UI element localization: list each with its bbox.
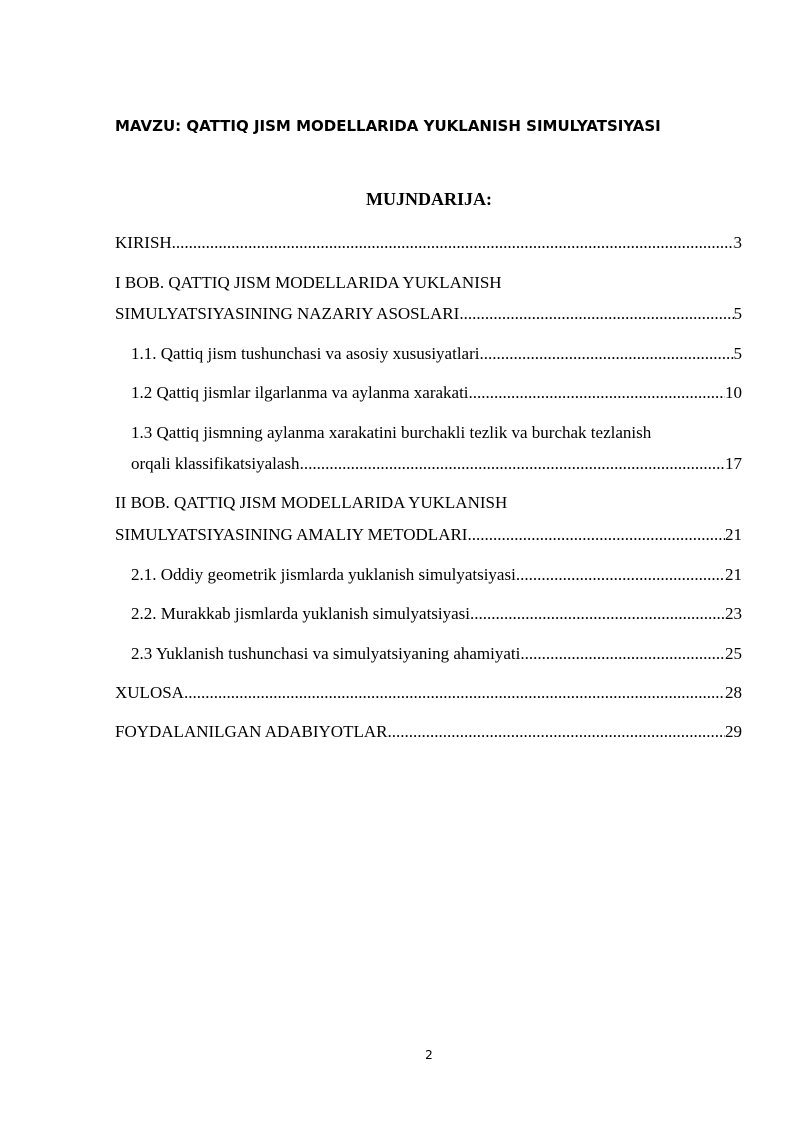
toc-entry-section-2-2[interactable] xyxy=(131,602,742,626)
toc-leader-dots xyxy=(470,602,725,626)
toc-entry-label: 2.2. Murakkab jismlarda yuklanish simulyatsiyasi xyxy=(131,604,471,623)
toc-entry-page: 17 xyxy=(725,454,742,473)
toc-entry-page: 21 xyxy=(725,565,742,584)
toc-leader-dots xyxy=(459,302,733,326)
toc-leader-dots xyxy=(520,642,725,666)
toc-entry-chapter2-line1[interactable]: II BOB. QATTIQ JISM MODELLARIDA YUKLANISH xyxy=(115,493,508,512)
toc-entry-page: 10 xyxy=(725,383,742,402)
toc-entry-kirish[interactable] xyxy=(115,231,742,255)
toc-leader-dots xyxy=(516,563,725,587)
toc-entry-chapter2[interactable] xyxy=(115,523,742,547)
toc-entry-section-1-3[interactable] xyxy=(131,452,742,476)
toc-entry-page: 3 xyxy=(733,233,742,252)
toc-entry-page: 29 xyxy=(725,722,742,741)
toc-entry-chapter1-line1[interactable]: I BOB. QATTIQ JISM MODELLARIDA YUKLANISH xyxy=(115,273,502,292)
toc-entry-label: 2.3 Yuklanish tushunchasi va simulyatsiyaning ahamiyati xyxy=(131,644,521,663)
toc-entry-section-1-2[interactable] xyxy=(131,381,742,405)
toc-leader-dots xyxy=(469,381,725,405)
toc-entry-page: 5 xyxy=(733,344,742,363)
toc-entry-label: 1.2 Qattiq jismlar ilgarlanma va aylanma xarakati xyxy=(131,383,469,402)
toc-entry-label: SIMULYATSIYASINING AMALIY METODLARI xyxy=(115,525,468,544)
toc-leader-dots xyxy=(387,720,725,744)
toc-entry-page: 21 xyxy=(725,525,742,544)
toc-entry-section-1-1[interactable] xyxy=(131,342,742,366)
toc-entry-page: 28 xyxy=(725,683,742,702)
toc-leader-dots xyxy=(479,342,733,366)
toc-entry-label: SIMULYATSIYASINING NAZARIY ASOSLARI xyxy=(115,304,460,323)
toc-entry-label: 2.1. Oddiy geometrik jismlarda yuklanish simulyatsiyasi xyxy=(131,565,516,584)
document-topic: MAVZU: QATTIQ JISM MODELLARIDA YUKLANISH SIMULYATSIYASI xyxy=(115,117,661,135)
toc-entry-page: 5 xyxy=(733,304,742,323)
toc-entry-section-1-3-line1[interactable]: 1.3 Qattiq jismning aylanma xarakatini burchakli tezlik va burchak tezlanish xyxy=(131,423,652,442)
toc-entry-section-2-1[interactable] xyxy=(131,563,742,587)
toc-entry-xulosa[interactable] xyxy=(115,681,742,705)
toc-heading: MUJNDARIJA: xyxy=(366,189,492,209)
toc-leader-dots xyxy=(300,452,725,476)
toc-leader-dots xyxy=(467,523,725,547)
toc-leader-dots xyxy=(184,681,725,705)
toc-entry-label: XULOSA xyxy=(115,683,184,702)
toc-entry-page: 23 xyxy=(725,604,742,623)
page-number: 2 xyxy=(425,1048,433,1062)
toc-entry-label: 1.1. Qattiq jism tushunchasi va asosiy xususiyatlari xyxy=(131,344,480,363)
toc-entry-adabiyotlar[interactable] xyxy=(115,720,742,744)
toc-entry-section-2-3[interactable] xyxy=(131,642,742,666)
toc-entry-label: FOYDALANILGAN ADABIYOTLAR xyxy=(115,722,388,741)
toc-entry-label: orqali klassifikatsiyalash xyxy=(131,454,300,473)
toc-entry-chapter1[interactable] xyxy=(115,302,742,326)
toc-leader-dots xyxy=(172,231,734,255)
toc-entry-page: 25 xyxy=(725,644,742,663)
toc-entry-label: KIRISH xyxy=(115,233,172,252)
